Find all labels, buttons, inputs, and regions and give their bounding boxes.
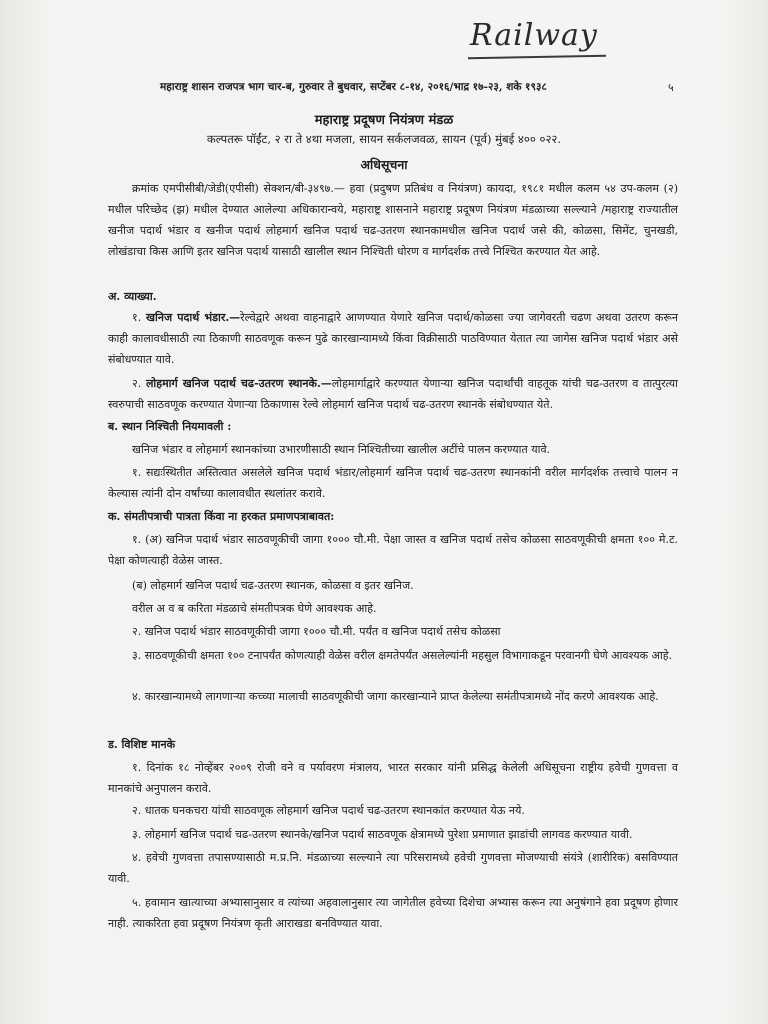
- section-d-heading: ड. विशिष्ट मानके: [108, 738, 176, 751]
- section-c-item-2: २. खनिज पदार्थ भंडार साठवणूकीची जागा १००० चौ.मी. पर्यंत व खनिज पदार्थ तसेच कोळसा: [132, 625, 501, 638]
- section-c-item-1c: वरील अ व ब करिता मंडळाचे संमतीपत्रक घेणे आवश्यक आहे.: [132, 602, 377, 615]
- board-address: कल्पतरू पॉईंट, २ रा ते ४था मजला, सायन सर्कलजवळ, सायन (पूर्व) मुंबई ४०० ०२२.: [206, 132, 562, 146]
- definition-item: [108, 373, 678, 415]
- intro-paragraph: [108, 178, 678, 262]
- notice-title: अधिसूचना: [360, 157, 408, 172]
- section-c-item-3: ३. साठवणूकीची क्षमता १०० टनापर्यंत कोणत्याही वेळेस वरील क्षमतेपर्यंत असलेल्यांनी महसुल विभागाकडून परवानगी घेणे आवश्यक आहे.: [132, 649, 673, 662]
- section-c-item-1b: (ब) लोहमार्ग खनिज पदार्थ चढ-उतरण स्थानक, कोळसा व इतर खनिज.: [132, 579, 414, 592]
- definition-text: लोहमार्गाद्वारे करण्यात येणाऱ्या खनिज पदार्थांची वाहतूक यांची चढ-उतरण व तात्पुरत्या स्वरुपाची साठवणूक करण्यात येणाऱ्या ठिकाणास रेल्वे लोहमार्ग खनिज पदार्थ चढ-उतरण स्थानके संबोधण्यात येते.: [108, 377, 678, 411]
- definition-text: रेल्वेद्वारे अथवा वाहनाद्वारे आणण्यात येणारे खनिज पदार्थ/कोळसा ज्या जागेवरती चढण अथवा उतरण करून काही कालावधीसाठी त्या ठिकाणी साठवणूक करून पुढे कारखान्यामध्ये किंवा विक्रीसाठी पाठविण्यात येतात त्या जागेस खनिज पदार्थ भंडार असे संबोधण्यात यावे.: [108, 311, 678, 366]
- definition-number: १.: [132, 311, 142, 324]
- board-title: महाराष्ट्र प्रदूषण नियंत्रण मंडळ: [314, 113, 454, 128]
- definition-term: खनिज पदार्थ भंडार.—: [146, 311, 241, 324]
- intro-text: क्रमांक एमपीसीबी/जेडी(एपीसी) सेक्शन/बी-३४९७.— हवा (प्रदुषण प्रतिबंध व नियंत्रण) कायदा, १९८१ मधील कलम ५४ उप-कलम (२) मधील परिच्छेद (झ) मधील देण्यात आलेल्या अधिकारान्वये, महाराष्ट्र शासनाने महाराष्ट्र प्रदूषण नियंत्रण मंडळाच्या सल्ल्याने /महाराष्ट्र राज्यातील खनीज पदार्थ भंडार व खनीज पदार्थ लोहमार्ग खनिज पदार्थ चढ-उतरण स्थानकामधील खनिज पदार्थ जसे की, कोळसा, सिमेंट, चुनखडी, लोखंडाचा किस आणि इतर खनिज पदार्थ यासाठी खालील स्थान निश्चिती धोरण व मार्गदर्शक तत्त्वे निश्चित करण्यात येत आहे.: [108, 182, 678, 258]
- standard-item: ४. हवेची गुणवत्ता तपासण्यासाठी म.प्र.नि. मंडळाच्या सल्ल्याने त्या परिसरामध्ये हवेची गुणवत्ता मोजण्याची संयंत्रे (शारीरिक) बसविण्यात यावी.: [108, 851, 678, 885]
- standard-item: ५. हवामान खात्याच्या अभ्यासानुसार व त्यांच्या अहवालानुसार त्या जागेतील हवेच्या दिशेचा अभ्यास करून त्या अनुषंगाने हवा प्रदूषण होणार नाही. त्याकरिता हवा प्रदूषण नियंत्रण कृती आराखडा बनविण्यात यावा.: [108, 896, 678, 930]
- gazette-header: महाराष्ट्र शासन राजपत्र भाग चार-ब, गुरुवार ते बुधवार, सप्टेंबर ८-१४, २०१६/भाद्र १७-२३, शके १९३८: [160, 81, 547, 93]
- handwritten-note: Railway: [470, 18, 598, 53]
- section-b-heading: ब. स्थान निश्चिती नियमावली :: [108, 420, 232, 433]
- section-a-heading: अ. व्याख्या.: [108, 290, 157, 303]
- section-c-item-1a: १. (अ) खनिज पदार्थ भंडार साठवणूकीची जागा १००० चौ.मी. पेक्षा जास्त व खनिज पदार्थ तसेच कोळसा साठवणूकीची क्षमता १०० मे.ट. पेक्षा कोणत्याही वेळेस जास्त.: [108, 533, 678, 567]
- section-b-lead: खनिज भंडार व लोहमार्ग स्थानकांच्या उभारणीसाठी स्थान निश्चितीच्या खालील अटींचे पालन करण्यात यावे.: [132, 443, 551, 456]
- section-b-item: १. सद्यःस्थितीत अस्तित्वात असलेले खनिज पदार्थ भंडार/लोहमार्ग खनिज पदार्थ चढ-उतरण स्थानकांनी वरील मार्गदर्शक तत्त्वाचे पालन न केल्यास त्यांनी दोन वर्षांच्या कालावधीत स्थलांतर करावे.: [108, 466, 678, 500]
- definition-number: २.: [132, 377, 142, 390]
- handwritten-underline: [468, 55, 606, 59]
- section-c-heading: क. संमतीपत्राची पात्रता किंवा ना हरकत प्रमाणपत्राबावत:: [108, 510, 335, 523]
- page-number: ५: [668, 81, 674, 94]
- definition-item: [108, 307, 678, 370]
- standard-item: ३. लोहमार्ग खनिज पदार्थ चढ-उतरण स्थानके/खनिज पदार्थ साठवणूक क्षेत्रामध्ये पुरेशा प्रमाणात झाडांची लागवड करण्यात यावी.: [132, 828, 633, 841]
- definition-term: लोहमार्ग खनिज पदार्थ चढ-उतरण स्थानके.—: [145, 377, 332, 390]
- standard-item: १. दिनांक १८ नोव्हेंबर २००९ रोजी वने व पर्यावरण मंत्रालय, भारत सरकार यांनी प्रसिद्ध केलेली अधिसूचना राष्ट्रीय हवेची गुणवत्ता व मानकांचे अनुपालन करावे.: [108, 761, 678, 795]
- standard-item: २. धातक घनकचरा यांची साठवणूक लोहमार्ग खनिज पदार्थ चढ-उतरण स्थानकांत करण्यात येऊ नये.: [132, 804, 525, 817]
- section-c-item-4: ४. कारखान्यामध्ये लागणाऱ्या कच्च्या मालाची साठवणूकीची जागा कारखान्याने प्राप्त केलेल्या समंतीपत्रामध्ये नोंद करणे आवश्यक आहे.: [132, 690, 659, 703]
